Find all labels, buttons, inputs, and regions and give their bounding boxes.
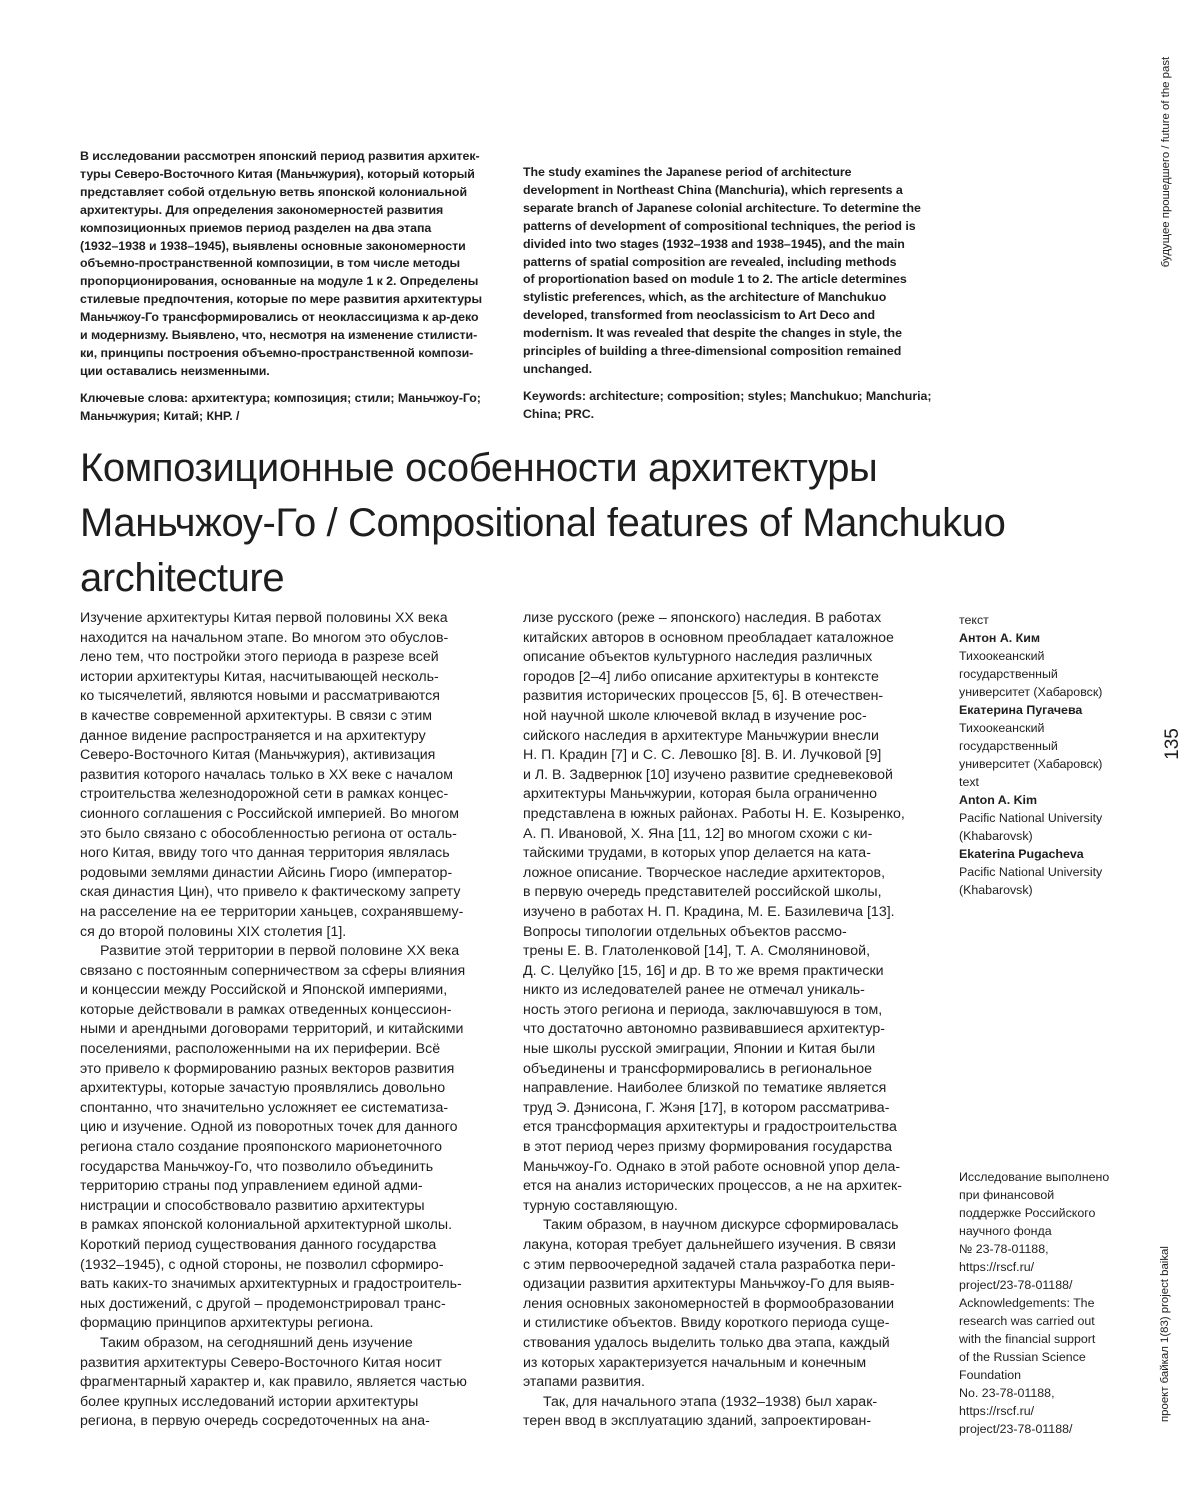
author-affiliation: Тихоокеанский государственный университет (Хабаровск): [959, 649, 1103, 699]
keywords-ru: Ключевые слова: архитектура; композиция; стили; Маньчжоу-Го; Маньчжурия; Китай; КНР. /: [80, 390, 481, 423]
funding-note: [959, 1168, 1119, 1438]
author-name: Екатерина Пугачева: [959, 703, 1083, 717]
body-column-1: [80, 609, 498, 1432]
author-affiliation: Pacific National University (Khabarovsk): [959, 865, 1103, 897]
author-credits: [959, 611, 1119, 899]
body-column-2: [523, 609, 923, 1432]
article-title: Композиционные особенности архитектуры Маньчжоу-Го / Compositional features of Manchukuo architecture: [80, 446, 1006, 600]
author-affiliation: Тихоокеанский государственный университет (Хабаровск): [959, 721, 1103, 771]
paragraph: Изучение архитектуры Китая первой половины XX века находится на начальном этапе. Во многом это обуслов- лено тем, что постройки этого периода в разрезе всей истории архитектуры Китая, насчитывающей несколь- ко тысячелетий, являются новыми и рассматриваются в качестве современной архитектуры. В связи с этим данное видение распространяется и на архитектуру Северо-Восточного Китая (Маньчжурия), активизация развития которого началась только в XX веке с началом строительства железнодорожной сети в рамках концес- сионного соглашения с Российской империей. Во многом это было связано с обособленностью региона от осталь- ного Китая, ввиду того что данная территория являлась родовыми землями династии Айсинь Гиоро (император- ская династия Цин), что привело к фактическому запрету на расселение на ее территории ханьцев, сохранявшему- ся до второй половины XIX столетия [1].: [80, 610, 464, 940]
author-name: Антон А. Ким: [959, 631, 1041, 645]
paragraph: Развитие этой территории в первой половине XX века связано с постоянным соперничеством за сферы влияния и концессии между Российской и Японской империями, которые действовали в рамках отведенных концессион- ными и арендными договорами территорий, и китайскими поселениями, расположенными на их периферии. Всё это привело к формированию разных векторов развития архитектуры, которые зачастую проявлялись довольно спонтанно, что значительно усложняет ее систематиза- цию и изучение. Одной из поворотных точек для данного региона стало создание прояпонского марионеточного государства Маньчжоу-Го, что позволило объединить территорию страны под управлением единой адми- нистрации и способствовало развитию архитектуры в рамках японской колониальной архитектурной школы. Короткий период существования данного государства (1932–1945), с одной стороны, не позволил сформиро- вать каких-то значимых архитектурных и градостроитель- ных достижений, с другой – продемонстрировал транс- формацию принципов архитектуры региона.: [80, 943, 466, 1332]
author-name: Ekaterina Pugacheva: [959, 847, 1084, 861]
running-head-bottom: проект байкал 1(83) project baikal: [1159, 1246, 1171, 1422]
paragraph: лизе русского (реже – японского) наследия. В работах китайских авторов в основном преобладает каталожное описание объектов культурного наследия различных городов [2–4] либо описание архитектуры в контексте развития исторических процессов [5, 6]. В отечествен- ной научной школе ключевой вклад в изучение рос- сийского наследия в архитектуре Маньчжурии внесли Н. П. Крадин [7] и С. С. Левошко [8]. В. И. Лучковой [9] и Л. В. Задвернюк [10] изучено развитие средневековой архитектуры Маньчжурии, которая была ограниченно представлена в южных районах. Работы Н. Е. Козыренко, А. П. Ивановой, Х. Яна [11, 12] во многом схожи с ки- тайскими трудами, в которых упор делается на ката- ложное описание. Творческое наследие архитекторов, в первую очередь представителей российской школы, изучено в работах Н. П. Крадина, М. Е. Базилевича [13]. Вопросы типологии отдельных объектов рассмо- трены Е. В. Глатоленковой [14], Т. А. Смоляниновой, Д. С. Целуйко [15, 16] и др. В то же время практически никто из иследователей ранее не отмечал уникаль- ность этого региона и периода, заключавшуюся в том, что достаточно автономно развивавшиеся архитектур- ные школы русской эмиграции, Японии и Китая были объединены и трансформировались в региональное направление. Наиболее близкой по тематике является труд Э. Дэнисона, Г. Жэня [17], в котором рассматрива- ется трансформация архитектуры и градостроительства в этот период через призму формирования государства Маньчжоу-Го. Однако в этой работе основной упор дела- ется на анализ исторических процессов, а не на архитек- турную составляющую.: [523, 610, 905, 1214]
abstract-ru: [80, 148, 490, 426]
paragraph: Таким образом, в научном дискурсе сформировалась лакуна, которая требует дальнейшего изучения. В связи с этим первоочередной задачей стала разработка пери- одизации развития архитектуры Маньчжоу-Го для выяв- ления основных закономерностей в формообразовании и стилистике объектов. Ввиду короткого периода суще- ствования удалось выделить только два этапа, каждый из которых характеризуется начальным и конечным этапами развития.: [523, 1217, 899, 1391]
keywords-en: Keywords: architecture; composition; styles; Manchukuo; Manchuria; China; PRC.: [523, 388, 932, 421]
author-name: Anton A. Kim: [959, 793, 1038, 807]
paragraph: Так, для начального этапа (1932–1938) был харак- терен ввод в эксплуатацию зданий, запроектирован-: [523, 1393, 878, 1430]
abstract-en: [523, 164, 935, 424]
credit-role-ru: текст: [959, 613, 989, 627]
funding-note-ru: Исследование выполнено при финансовой поддержке Российского научного фонда № 23-78-01188, https://rscf.ru/ project/23-78-01188/: [959, 1170, 1110, 1292]
running-head-top: будущее прошедшего / future of the past: [1160, 56, 1172, 268]
funding-note-en: Acknowledgements: The research was carried out with the financial support of the Russian Science Foundation No. 23-78-01188, https://rscf.ru/ project/23-78-01188/: [959, 1296, 1096, 1436]
credit-role-en: text: [959, 775, 979, 789]
author-affiliation: Pacific National University (Khabarovsk): [959, 811, 1103, 843]
paragraph: Таким образом, на сегодняшний день изучение развития архитектуры Северо-Восточного Китая носит фрагментарный характер и, как правило, является частью более крупных исследований истории архитектуры региона, в первую очередь сосредоточенных на ана-: [80, 1334, 467, 1430]
abstract-en-text: The study examines the Japanese period of architecture development in Northeast China (Manchuria), which represents a separate branch of Japanese colonial architecture. To determine the patterns of development of compositional techniques, the period is divided into two stages (1932–1938 and 1938–1945), and the main patterns of spatial composition are revealed, including methods of proportionation based on module 1 to 2. The article determines stylistic preferences, which, as the architecture of Manchukuo developed, transformed from neoclassicism to Art Deco and modernism. It was revealed that despite the changes in style, the principles of building a three-dimensional composition remained unchanged.: [523, 165, 921, 376]
page-number: 135: [1162, 728, 1183, 760]
abstract-ru-text: В исследовании рассмотрен японский период развития архитек- туры Северо-Восточного Китая (Маньчжурия), который который представляет собой отдельную ветвь японской колониальной архитектуры. Для определения закономерностей развития композиционных приемов период разделен на два этапа (1932–1938 и 1938–1945), выявлены основные закономерности объемно-пространственной композиции, в том числе методы пропорционирования, основанные на модуле 1 к 2. Определены стилевые предпочтения, которые по мере развития архитектуры Маньчжоу-Го трансформировались от неоклассицизма к ар-деко и модернизму. Выявлено, что, несмотря на изменение стилисти- ки, принципы построения объемно-пространственной компози- ции оставались неизменными.: [80, 149, 482, 378]
